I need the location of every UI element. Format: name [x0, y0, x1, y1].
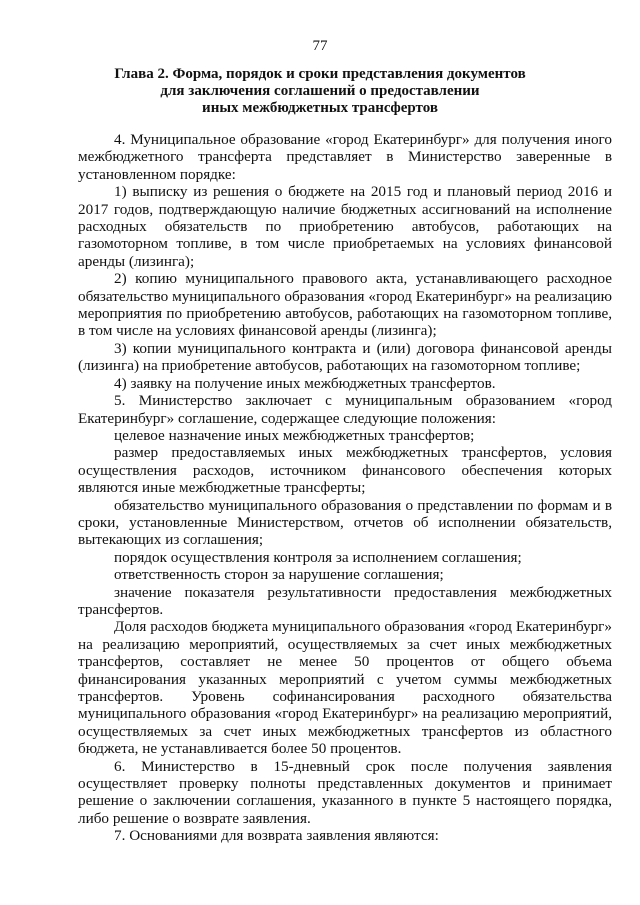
chapter-title [90, 66, 550, 117]
paragraph-provision: порядок осуществления контроля за исполнением соглашения; [114, 548, 522, 566]
paragraph-item-4: 4. Муниципальное образование «город Екатеринбург» для получения иного межбюджетного трансферта представляет в Министерство заверенные в установленном порядке: [78, 131, 612, 183]
paragraph-provision: размер предоставляемых иных межбюджетных трансфертов, условия осуществления расходов, источником финансового обеспечения которых являются иные межбюджетные трансферты; [78, 444, 612, 497]
paragraph-subitem-4: 4) заявку на получение иных межбюджетных трансфертов. [114, 374, 496, 392]
paragraph-item-5: 5. Министерство заключает с муниципальным образованием «город Екатеринбург» соглашение, содержащее следующие положения: [78, 392, 612, 427]
paragraph-provision: значение показателя результативности предоставления межбюджетных трансфертов. [78, 583, 612, 618]
chapter-title-line: для заключения соглашений о предоставлении [160, 83, 480, 99]
paragraph-item-6: 6. Министерство в 15-дневный срок после получения заявления осуществляет проверку полноты представленных документов и принимает решение о заключении соглашения, указанного в пункте 5 настоящего порядка, либо решение о возврате заявления. [78, 757, 612, 827]
document-body [78, 131, 612, 845]
paragraph-cofinancing: Доля расходов бюджета муниципального образования «город Екатеринбург» на реализацию мероприятий, осуществляемых за счет иных межбюджетных трансфертов, составляет не менее 50 процентов от общего объема финансирования указанных мероприятий с учетом суммы межбюджетных трансфертов. Уровень софинансирования расходного обязательства муниципального образования «город Екатеринбург» на реализацию мероприятий, осуществляемых за счет иных межбюджетных трансфертов из областного бюджета, не устанавливается более 50 процентов. [78, 618, 612, 758]
paragraph-item-7: 7. Основаниями для возврата заявления являются: [114, 827, 439, 845]
chapter-title-line: Глава 2. Форма, порядок и сроки представления документов [114, 66, 526, 82]
paragraph-subitem-1: 1) выписку из решения о бюджете на 2015 год и плановый период 2016 и 2017 годов, подтверждающую наличие бюджетных ассигнований на исполнение расходных обязательств по приобретению автобусов, работающих на газомоторном топливе, в том числе приобретаемых на условиях финансовой аренды (лизинга); [78, 183, 612, 270]
paragraph-provision: целевое назначение иных межбюджетных трансфертов; [114, 426, 475, 444]
chapter-title-line: иных межбюджетных трансфертов [202, 100, 438, 116]
paragraph-subitem-2: 2) копию муниципального правового акта, устанавливающего расходное обязательство муниципального образования «город Екатеринбург» на реализацию мероприятия по приобретению автобусов, работающих на газомоторном топливе, в том числе на условиях финансовой аренды (лизинга); [78, 270, 612, 340]
page-number: 77 [312, 38, 328, 54]
paragraph-provision: обязательство муниципального образования о представлении по формам и в сроки, установленные Министерством, отчетов об исполнении обязательств, вытекающих из соглашения; [78, 496, 612, 549]
paragraph-subitem-3: 3) копии муниципального контракта и (или) договора финансовой аренды (лизинга) на приобретение автобусов, работающих на газомоторном топливе; [78, 339, 612, 375]
paragraph-provision: ответственность сторон за нарушение соглашения; [114, 566, 444, 584]
